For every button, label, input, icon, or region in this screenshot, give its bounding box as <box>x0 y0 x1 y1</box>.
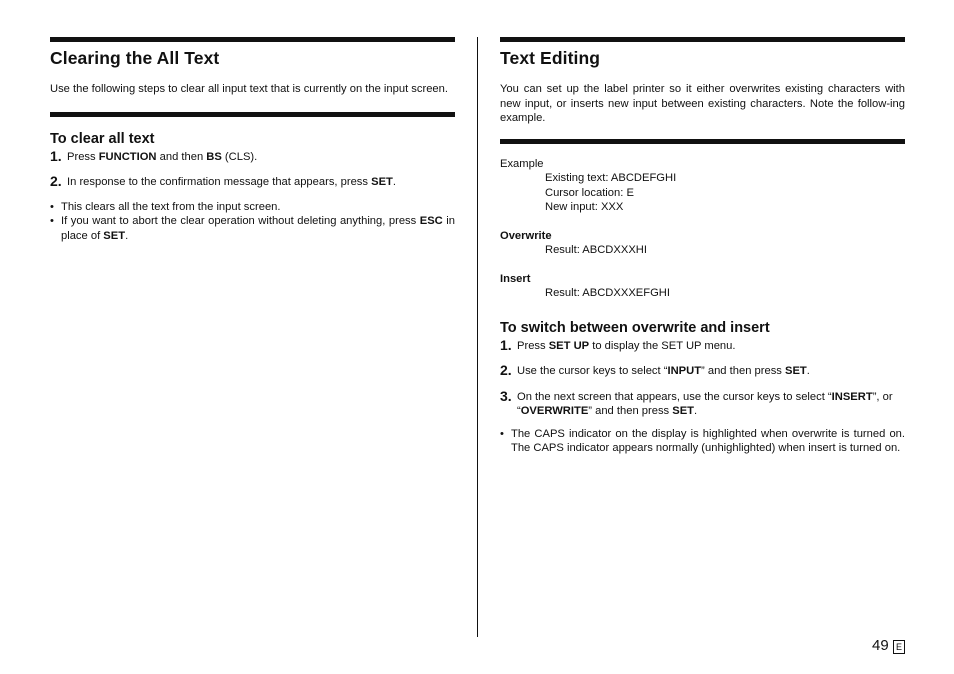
text-editing-intro: You can set up the label printer so it either overwrites existing characters with new input, or inserts new input between existing characters. Note the follow-ing example. <box>500 83 905 124</box>
switch-step-2: 2. Use the cursor keys to select “INPUT” and then press SET. <box>500 362 810 378</box>
clear-step-1: 1. Press FUNCTION and then BS (CLS). <box>50 147 258 164</box>
insert-result: Result: ABCDXXXEFGHI <box>545 287 670 299</box>
key-set: SET <box>672 405 695 417</box>
key-bs: BS <box>206 150 222 163</box>
overwrite-label: Overwrite <box>500 229 552 242</box>
section-title-text-editing: Text Editing <box>500 48 601 68</box>
column-divider <box>477 37 478 637</box>
section-rule <box>500 37 905 42</box>
page-number: 49 <box>872 637 889 654</box>
option-overwrite: OVERWRITE <box>520 405 589 417</box>
switch-step-3: 3. On the next screen that appears, use the cursor keys to select “INSERT”, or “OVERWRITE” and then press SET. <box>500 387 893 417</box>
clear-step-2: 2. In response to the confirmation message that appears, press SET. <box>50 173 396 189</box>
step-number: 1. <box>50 147 62 164</box>
bullet-icon: • <box>500 427 504 440</box>
clear-bullet-2: • If you want to abort the clear operation without deleting anything, press ESC in place of SET. <box>50 215 455 242</box>
bullet-icon: • <box>50 215 54 227</box>
key-function: FUNCTION <box>98 150 157 163</box>
page-language-badge: E <box>893 640 905 654</box>
step-number: 2. <box>500 362 512 378</box>
clearing-intro: Use the following steps to clear all input text that is currently on the input screen. <box>50 83 448 95</box>
section-rule <box>50 37 455 42</box>
example-existing-text: Existing text: ABCDEFGHI <box>545 172 677 184</box>
switch-step-1: 1. Press SET UP to display the SET UP menu. <box>500 336 736 353</box>
key-set: SET <box>103 229 126 242</box>
subsection-rule <box>50 112 455 117</box>
section-title-clearing: Clearing the All Text <box>50 48 220 68</box>
step-number: 1. <box>500 336 512 353</box>
subhead-switch-mode: To switch between overwrite and insert <box>500 319 770 336</box>
option-insert: INSERT <box>831 390 873 403</box>
clear-bullet-1: • This clears all the text from the input screen. <box>50 200 281 213</box>
example-new-input: New input: XXX <box>545 201 624 213</box>
switch-bullet-1: • The CAPS indicator on the display is highlighted when overwrite is turned on. The CAPS indicator appears normally (unhighlighted) when insert is turned on. <box>500 427 905 454</box>
overwrite-result: Result: ABCDXXXHI <box>545 244 647 256</box>
right-column <box>500 37 905 456</box>
step-number: 3. <box>500 387 512 404</box>
option-input: INPUT <box>667 365 702 377</box>
key-set: SET <box>785 365 807 377</box>
subsection-rule <box>500 139 905 144</box>
key-set: SET <box>371 176 393 188</box>
key-esc: ESC <box>419 215 443 227</box>
left-column <box>50 37 455 243</box>
example-cursor-location: Cursor location: E <box>545 186 634 199</box>
subhead-clear-all: To clear all text <box>50 130 155 147</box>
bullet-icon: • <box>50 200 54 213</box>
key-set-up: SET UP <box>548 339 590 352</box>
example-label: Example <box>500 157 544 170</box>
insert-label: Insert <box>500 272 531 285</box>
step-number: 2. <box>50 173 62 189</box>
